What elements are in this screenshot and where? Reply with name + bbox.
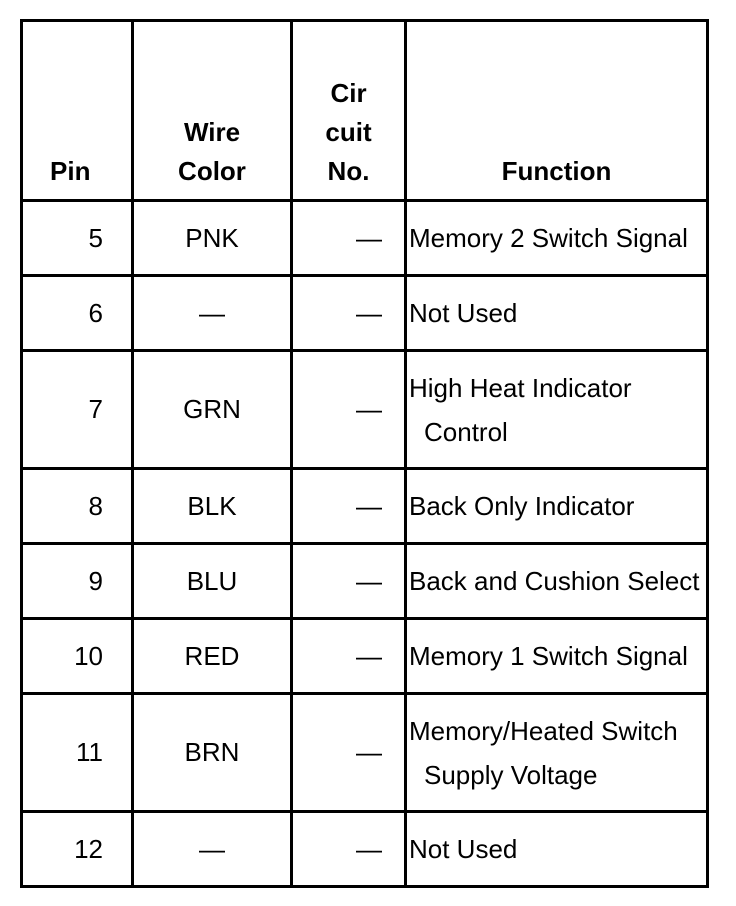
function-line-text: Supply Voltage [424, 759, 598, 790]
circuit-cell: — [292, 694, 406, 812]
function-line [409, 410, 706, 454]
header-wire-color-line: Color [178, 156, 246, 186]
function-cell [406, 812, 708, 887]
function-line: Not Used [409, 834, 518, 864]
table-row [22, 276, 708, 351]
circuit-cell: — [292, 351, 406, 469]
wire-color-cell: — [133, 276, 292, 351]
function-line-text: Control [424, 416, 508, 447]
header-circuit-line: Cir [330, 78, 367, 108]
table-row [22, 619, 708, 694]
pin-cell: 10 [22, 619, 133, 694]
wire-color-cell: BLU [133, 544, 292, 619]
function-cell [406, 544, 708, 619]
header-wire-color [133, 21, 292, 201]
table-row [22, 544, 708, 619]
function-line: High Heat Indicator [409, 372, 632, 403]
header-circuit-line: No. [327, 156, 370, 186]
circuit-cell: — [292, 276, 406, 351]
header-function: Function [406, 21, 708, 201]
pin-cell: 7 [22, 351, 133, 469]
function-cell [406, 276, 708, 351]
function-line [409, 753, 706, 797]
pin-cell: 11 [22, 694, 133, 812]
header-wire-color-line: Wire [183, 117, 241, 147]
circuit-cell: — [292, 201, 406, 276]
pin-cell: 6 [22, 276, 133, 351]
wire-color-cell: GRN [133, 351, 292, 469]
function-cell [406, 351, 708, 469]
function-cell [406, 469, 708, 544]
function-line: Memory 2 Switch Signal [409, 223, 688, 253]
function-line: Memory/Heated Switch [409, 715, 678, 746]
table-row [22, 694, 708, 812]
header-circuit-line: cuit [325, 117, 372, 147]
pin-cell: 8 [22, 469, 133, 544]
table-row [22, 469, 708, 544]
table-row [22, 201, 708, 276]
circuit-cell: — [292, 812, 406, 887]
function-cell [406, 201, 708, 276]
pin-cell: 9 [22, 544, 133, 619]
pin-cell: 12 [22, 812, 133, 887]
wire-color-cell: BRN [133, 694, 292, 812]
wire-color-cell: BLK [133, 469, 292, 544]
table-row [22, 812, 708, 887]
function-cell [406, 619, 708, 694]
pin-table [20, 19, 709, 888]
function-line: Back Only Indicator [409, 491, 635, 521]
function-cell [406, 694, 708, 812]
header-circuit-no [292, 21, 406, 201]
circuit-cell: — [292, 544, 406, 619]
circuit-cell: — [292, 469, 406, 544]
wire-color-cell: RED [133, 619, 292, 694]
wire-color-cell: PNK [133, 201, 292, 276]
pin-cell: 5 [22, 201, 133, 276]
function-line: Back and Cushion Select [409, 566, 700, 596]
function-line: Memory 1 Switch Signal [409, 641, 688, 671]
header-row [22, 21, 708, 201]
circuit-cell: — [292, 619, 406, 694]
header-pin: Pin [22, 21, 133, 201]
wire-color-cell: — [133, 812, 292, 887]
table-body [22, 201, 708, 887]
table-row [22, 351, 708, 469]
function-line: Not Used [409, 298, 518, 328]
